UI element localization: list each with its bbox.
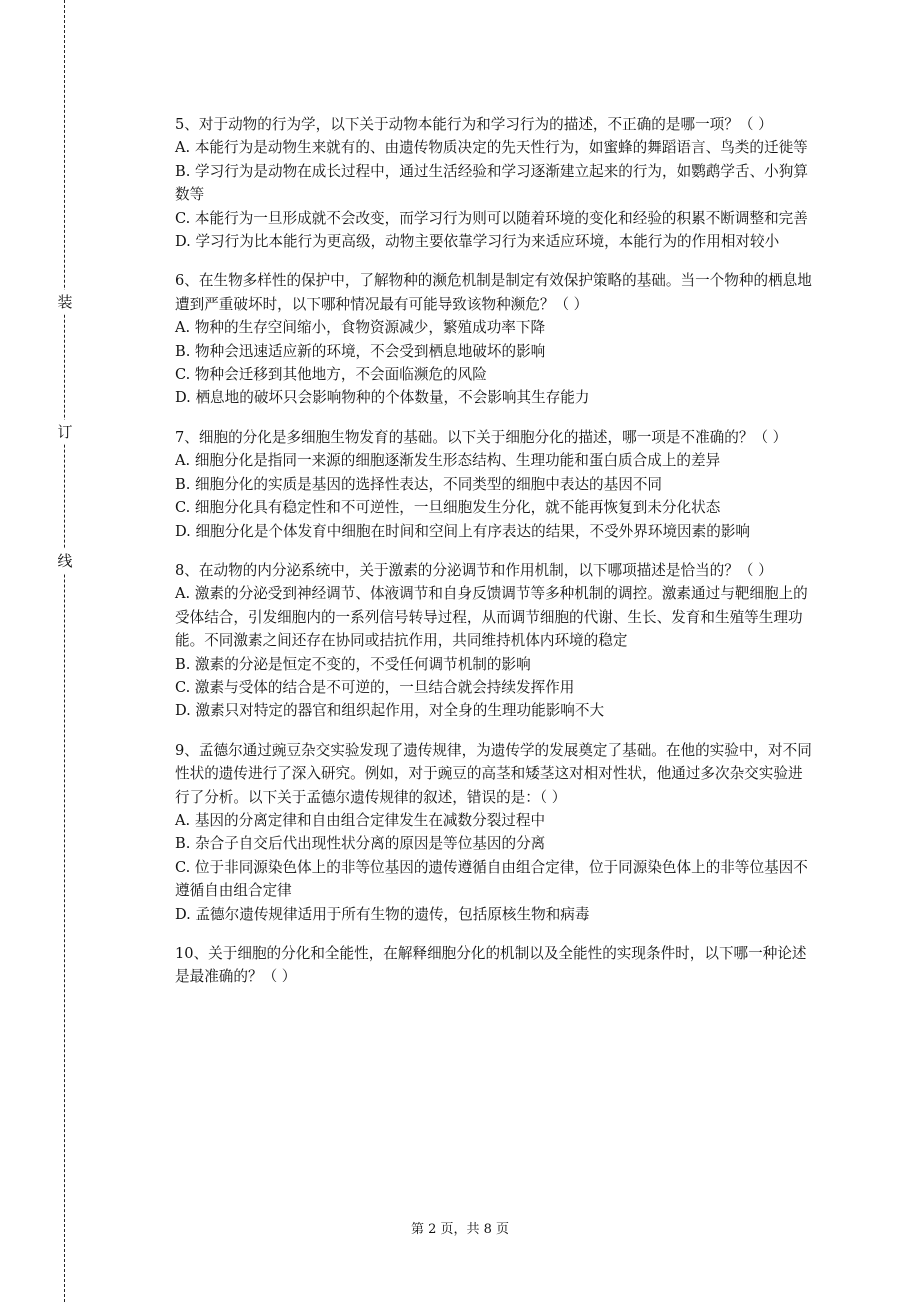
option-a: A. 细胞分化是指同一来源的细胞逐渐发生形态结构、生理功能和蛋白质合成上的差异 (175, 452, 721, 470)
question-stem: 5、对于动物的行为学，以下关于动物本能行为和学习行为的描述，不正确的是哪一项？（ ） (175, 116, 773, 133)
option-b: B. 细胞分化的实质是基因的选择性表达，不同类型的细胞中表达的基因不同 (175, 475, 663, 493)
question-6 (175, 269, 817, 409)
question-8 (175, 559, 817, 723)
page-number: 第 2 页，共 8 页 (410, 1222, 510, 1237)
option-c: C. 激素与受体的结合是不可逆的，一旦结合就会持续发挥作用 (175, 678, 575, 696)
question-7 (175, 426, 817, 543)
option-a: A. 物种的生存空间缩小，食物资源减少，繁殖成功率下降 (175, 319, 546, 337)
binding-label-xian: 线 (57, 549, 73, 573)
question-stem: 8、在动物的内分泌系统中，关于激素的分泌调节和作用机制，以下哪项描述是恰当的？（ ） (175, 561, 773, 579)
option-c: C. 物种会迁移到其他地方，不会面临濒危的风险 (175, 366, 487, 384)
question-list (175, 113, 817, 1005)
question-5 (175, 113, 817, 253)
binding-dashed-line (64, 0, 65, 1302)
option-b: B. 激素的分泌是恒定不变的，不受任何调节机制的影响 (175, 655, 531, 673)
option-d: D. 学习行为比本能行为更高级，动物主要依靠学习行为来适应环境，本能行为的作用相对较小 (175, 233, 780, 251)
option-c: C. 本能行为一旦形成就不会改变，而学习行为则可以随着环境的变化和经验的积累不断调整和完善 (175, 209, 808, 227)
question-stem: 9、孟德尔通过豌豆杂交实验发现了遗传规律，为遗传学的发展奠定了基础。在他的实验中，对不同性状的遗传进行了深入研究。例如，对于豌豆的高茎和矮茎这对相对性状，他通过多次杂交实验进行了分析。以下关于孟德尔遗传规律的叙述，错误的是：（ ） (175, 741, 812, 806)
option-c: C. 位于非同源染色体上的非等位基因的遗传遵循自由组合定律，位于同源染色体上的非等位基因不遵循自由组合定律 (175, 858, 808, 900)
binding-label-ding: 订 (57, 420, 73, 444)
option-a: A. 激素的分泌受到神经调节、体液调节和自身反馈调节等多种机制的调控。激素通过与靶细胞上的受体结合，引发细胞内的一系列信号转导过程，从而调节细胞的代谢、生长、发育和生殖等生理功能。不同激素之间还存在协同或拮抗作用，共同维持机体内环境的稳定 (175, 585, 808, 650)
option-a: A. 基因的分离定律和自由组合定律发生在减数分裂过程中 (175, 811, 546, 829)
question-stem: 7、细胞的分化是多细胞生物发育的基础。以下关于细胞分化的描述，哪一项是不准确的？（ ） (175, 428, 788, 446)
option-d: D. 激素只对特定的器官和组织起作用，对全身的生理功能影响不大 (175, 702, 605, 720)
option-b: B. 物种会迅速适应新的环境，不会受到栖息地破坏的影响 (175, 342, 546, 360)
option-b: B. 学习行为是动物在成长过程中，通过生活经验和学习逐渐建立起来的行为，如鹦鹉学舌、小狗算数等 (175, 162, 808, 204)
question-10 (175, 942, 817, 989)
option-b: B. 杂合子自交后代出现性状分离的原因是等位基因的分离 (175, 835, 546, 853)
question-stem: 10、关于细胞的分化和全能性，在解释细胞分化的机制以及全能性的实现条件时，以下哪一种论述是最准确的？（ ） (175, 945, 807, 986)
question-stem: 6、在生物多样性的保护中，了解物种的濒危机制是制定有效保护策略的基础。当一个物种的栖息地遭到严重破坏时，以下哪种情况最有可能导致该物种濒危？（ ） (175, 272, 812, 313)
option-d: D. 孟德尔遗传规律适用于所有生物的遗传，包括原核生物和病毒 (175, 905, 590, 923)
option-d: D. 栖息地的破坏只会影响物种的个体数量，不会影响其生存能力 (175, 389, 590, 407)
question-9 (175, 739, 817, 926)
binding-label-zhuang: 装 (57, 290, 73, 314)
option-c: C. 细胞分化具有稳定性和不可逆性，一旦细胞发生分化，就不能再恢复到未分化状态 (175, 499, 721, 517)
option-d: D. 细胞分化是个体发育中细胞在时间和空间上有序表达的结果，不受外界环境因素的影响 (175, 522, 751, 540)
option-a: A. 本能行为是动物生来就有的、由遗传物质决定的先天性行为，如蜜蜂的舞蹈语言、鸟类的迁徙等 (175, 139, 808, 157)
